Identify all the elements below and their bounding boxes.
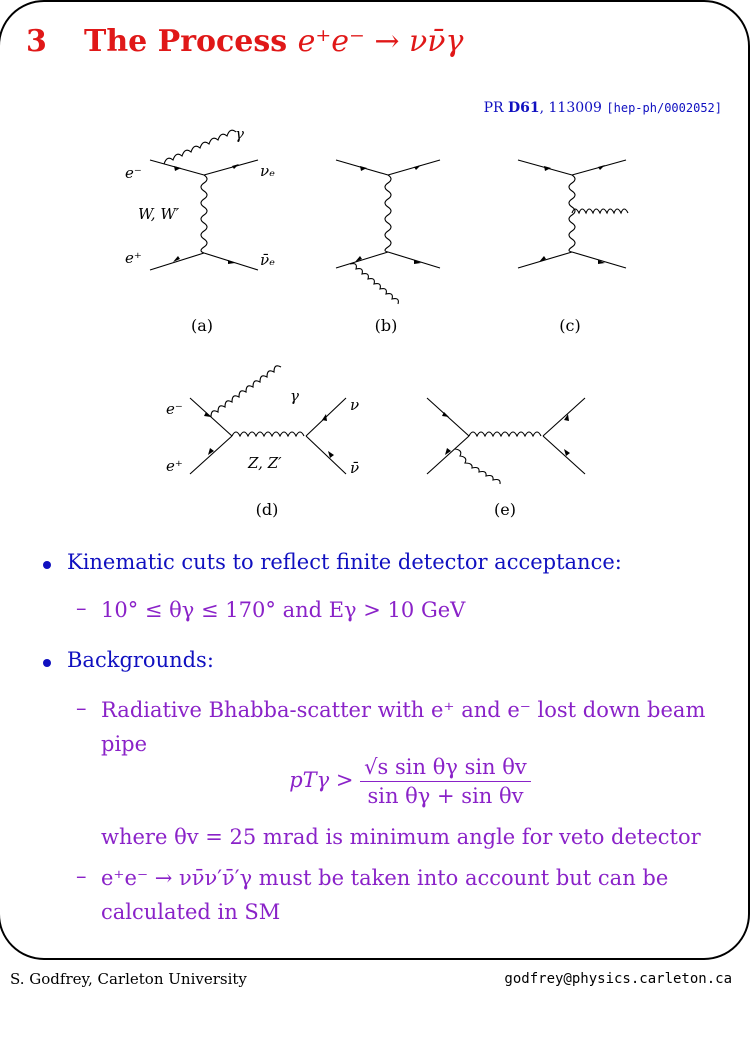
diagram-a-photon-label: γ xyxy=(235,125,244,143)
diagram-a-electron-label: e⁻ xyxy=(125,164,142,182)
pt-formula-lhs: pTγ > xyxy=(289,768,354,792)
diagram-e-line-4 xyxy=(543,436,585,474)
bhabha-line-1: Radiative Bhabba-scatter with e⁺ and e⁻ lost down beam xyxy=(101,698,706,722)
diagram-a-nu-line xyxy=(204,160,258,175)
diagram-a-boson-label: W, W′ xyxy=(138,205,180,223)
ref-arxiv: [hep-ph/0002052] xyxy=(606,101,722,115)
diagram-d-positron-line xyxy=(190,436,232,474)
nunu-line-1: e⁺e⁻ → νν̄ν′ν̄′γ must be taken into account but can be xyxy=(101,866,669,890)
diagram-e-line-3 xyxy=(543,398,585,436)
footer-author: S. Godfrey, Carleton University xyxy=(10,970,247,988)
diagram-d-boson-label: Z, Z′ xyxy=(248,454,282,472)
pt-cut-formula xyxy=(0,755,750,808)
diagram-b-line-2 xyxy=(388,160,440,175)
dash-2: – xyxy=(76,696,87,720)
ref-journal: PR xyxy=(483,100,504,116)
pt-formula-fraction xyxy=(360,755,531,808)
backgrounds-heading: Backgrounds: xyxy=(67,648,214,672)
title-formula: e⁺e⁻ → νν̄γ xyxy=(297,24,464,59)
diagram-e-propagator xyxy=(469,432,541,436)
diagram-e-line-2 xyxy=(427,436,469,474)
diagram-b-photon xyxy=(350,264,398,304)
dash-3: – xyxy=(76,864,87,888)
diagram-d-nubar-line xyxy=(306,436,346,474)
diagram-d-nubar-label: ν̄ xyxy=(350,459,360,477)
diagram-c xyxy=(518,160,628,268)
diagram-c-photon xyxy=(572,209,628,213)
diagram-e-line-1 xyxy=(427,398,469,436)
caption-a: (a) xyxy=(190,316,214,335)
caption-b: (b) xyxy=(374,316,398,335)
diagram-a xyxy=(150,130,258,270)
diagram-c-propagator xyxy=(569,175,575,252)
title-text: The Process xyxy=(84,24,288,59)
pt-formula-denominator: sin θγ + sin θv xyxy=(367,784,524,808)
cuts-item: 10° ≤ θγ ≤ 170° and Eγ > 10 GeV xyxy=(101,598,466,622)
caption-d: (d) xyxy=(255,500,279,519)
diagram-a-nu-label: νₑ xyxy=(260,162,275,180)
ref-volume: D61 xyxy=(507,100,540,116)
diagram-a-photon xyxy=(164,130,236,164)
diagram-b-line-3 xyxy=(336,252,388,268)
veto-angle-line: where θv = 25 mrad is minimum angle for veto detector xyxy=(101,825,701,849)
diagram-d-positron-label: e⁺ xyxy=(166,457,183,475)
bullet-dot-1 xyxy=(43,561,51,569)
diagram-d-photon xyxy=(211,366,281,417)
bhabha-line-2: pipe xyxy=(101,732,148,756)
ref-page: , 113009 xyxy=(539,100,602,116)
caption-c: (c) xyxy=(559,316,581,335)
diagram-b-propagator xyxy=(385,175,391,252)
diagram-e xyxy=(427,398,585,484)
diagram-a-positron-line xyxy=(150,253,204,270)
diagram-e-photon xyxy=(455,449,500,484)
diagram-d-photon-label: γ xyxy=(290,387,299,405)
pt-formula-numerator: √s sin θγ sin θv xyxy=(360,755,531,782)
bullet-dot-2 xyxy=(43,659,51,667)
diagram-d-z-propagator xyxy=(232,432,304,436)
diagram-a-w-propagator xyxy=(201,175,207,253)
nunu-line-2: calculated in SM xyxy=(101,900,281,924)
section-number: 3 xyxy=(26,24,47,59)
caption-e: (e) xyxy=(494,500,516,519)
diagram-c-line-3 xyxy=(518,252,572,268)
diagram-d-electron-label: e⁻ xyxy=(166,400,183,418)
diagram-d-nu-label: ν xyxy=(350,396,360,414)
diagram-a-nubar-label: ν̄ₑ xyxy=(260,251,275,269)
cuts-heading: Kinematic cuts to reflect finite detector acceptance: xyxy=(67,550,622,574)
dash-1: – xyxy=(76,596,87,620)
diagram-c-line-4 xyxy=(572,252,626,268)
diagram-a-positron-label: e⁺ xyxy=(125,249,142,267)
diagram-b xyxy=(336,160,440,304)
footer-email: godfrey@physics.carleton.ca xyxy=(504,971,732,987)
